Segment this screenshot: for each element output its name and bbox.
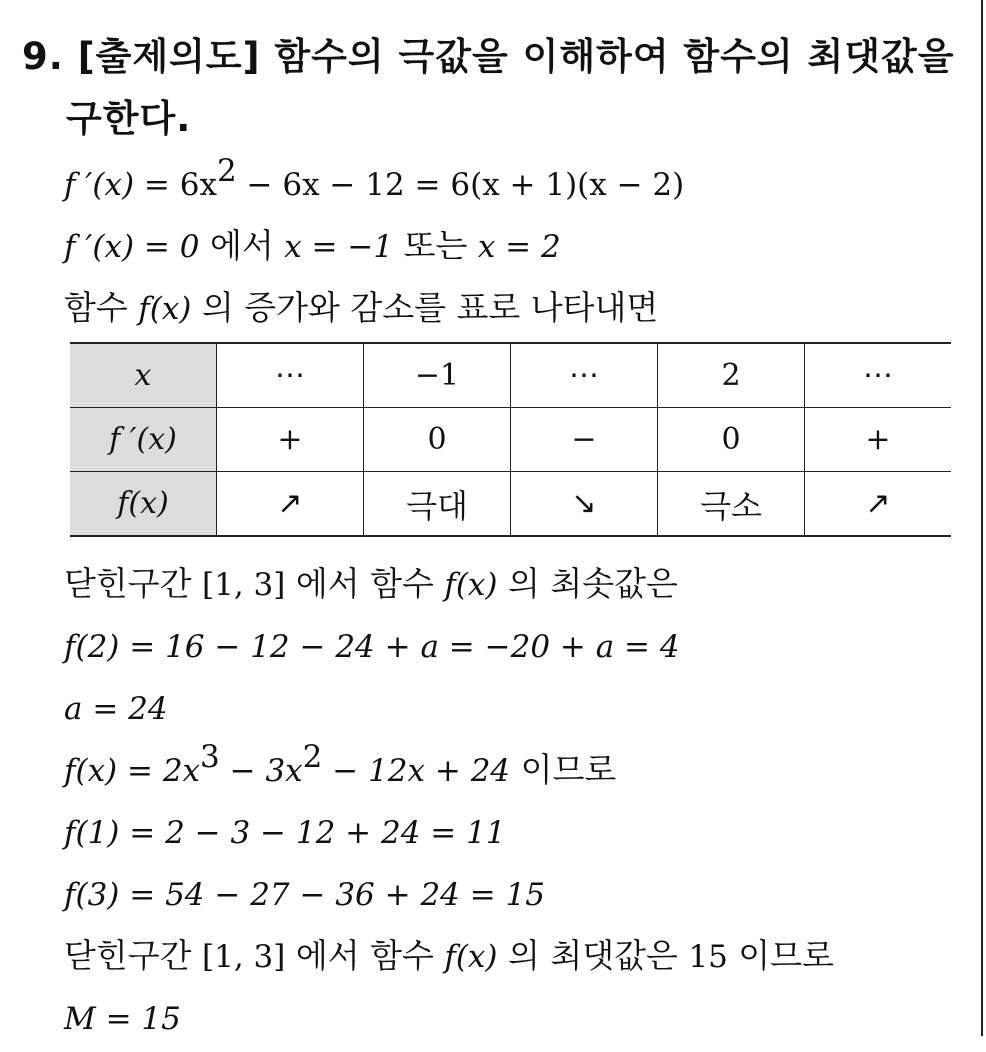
max-interval: [1, 3] <box>202 939 286 975</box>
table-header-x: x <box>70 343 217 408</box>
table-cell: + <box>217 408 364 472</box>
table-cell: + <box>805 408 952 472</box>
answer-line <box>64 990 964 1052</box>
fx-eq-part-a: f(x) = 2x <box>64 753 201 789</box>
derivative-lhs: f ′(x) <box>64 167 135 203</box>
min-fx: f(x) <box>444 567 498 603</box>
table-cell: ⋯ <box>217 343 364 408</box>
minimum-statement-line <box>64 556 964 618</box>
table-row-function <box>70 472 951 537</box>
increase-decrease-table <box>70 342 951 537</box>
fx-eq-part-b: − 3x <box>219 753 303 789</box>
table-header-function: f(x) <box>70 472 217 537</box>
table-row-x <box>70 343 951 408</box>
max-text-3: 의 최댓값은 <box>497 936 689 975</box>
local-min-label: 극소 <box>658 472 805 537</box>
derivation-block <box>64 153 964 342</box>
critical-text-2: 또는 <box>393 226 478 265</box>
fx-eq-tail: 이므로 <box>510 750 617 789</box>
problem-heading <box>22 26 962 150</box>
max-text-1: 닫힌구간 <box>64 936 203 975</box>
table-cell: − <box>511 408 658 472</box>
critical-points-line <box>64 218 964 280</box>
min-text-3: 의 최솟값은 <box>497 564 678 603</box>
table-intro-line <box>64 280 964 342</box>
critical-condition: f ′(x) = 0 <box>64 229 200 265</box>
table-cell: 0 <box>364 408 511 472</box>
f3-equation-line <box>64 866 964 928</box>
derivative-exponent: 2 <box>216 153 237 189</box>
decreasing-arrow-icon: ↘ <box>511 472 658 537</box>
maximum-statement-line <box>64 928 964 990</box>
derivative-line <box>64 153 964 218</box>
a-equation-line <box>64 680 964 742</box>
fx-cube-exponent: 3 <box>200 739 220 775</box>
table-cell: ⋯ <box>511 343 658 408</box>
derivative-rhs-part2: − 6x − 12 = 6(x + 1)(x − 2) <box>236 167 685 203</box>
max-text-2: 에서 함수 <box>285 936 445 975</box>
min-text-2: 에서 함수 <box>285 564 445 603</box>
a-equation: a = 24 <box>64 691 168 727</box>
increasing-arrow-icon: ↗ <box>805 472 952 537</box>
table-cell: −1 <box>364 343 511 408</box>
min-text-1: 닫힌구간 <box>64 564 203 603</box>
derivative-rhs-part1: = 6x <box>134 167 217 203</box>
table-cell: ⋯ <box>805 343 952 408</box>
final-answer: M = 15 <box>64 1001 181 1037</box>
critical-x2: x = 2 <box>477 229 561 265</box>
local-max-label: 극대 <box>364 472 511 537</box>
solution-block <box>64 556 964 1052</box>
right-border-line <box>981 0 983 1036</box>
fx-equation-line <box>64 739 964 804</box>
table-intro-fx: f(x) <box>138 291 192 327</box>
table-row-derivative <box>70 408 951 472</box>
table-header-derivative: f ′(x) <box>70 408 217 472</box>
f2-equation-line <box>64 618 964 680</box>
max-text-4: 이므로 <box>727 936 834 975</box>
f3-equation: f(3) = 54 − 27 − 36 + 24 = 15 <box>64 877 546 913</box>
critical-x1: x = −1 <box>284 229 394 265</box>
max-value: 15 <box>688 939 728 975</box>
table-cell: 2 <box>658 343 805 408</box>
table-intro-text-2: 의 증가와 감소를 표로 나타내면 <box>191 288 659 327</box>
max-fx: f(x) <box>444 939 498 975</box>
increasing-arrow-icon: ↗ <box>217 472 364 537</box>
problem-intent: [출제의도] 함수의 극값을 이해하여 함수의 최댓값을 <box>77 35 955 78</box>
table-intro-text-1: 함수 <box>64 288 139 327</box>
table-cell: 0 <box>658 408 805 472</box>
f2-equation: f(2) = 16 − 12 − 24 + a = −20 + a = 4 <box>64 629 680 665</box>
f1-equation: f(1) = 2 − 3 − 12 + 24 = 11 <box>64 815 506 851</box>
fx-square-exponent: 2 <box>302 739 323 775</box>
critical-text-1: 에서 <box>199 226 285 265</box>
fx-eq-part-c: − 12x + 24 <box>322 753 511 789</box>
min-interval: [1, 3] <box>202 567 286 603</box>
f1-equation-line <box>64 804 964 866</box>
problem-intent-continued: 구한다. <box>66 97 192 140</box>
problem-number: 9. <box>22 35 64 78</box>
